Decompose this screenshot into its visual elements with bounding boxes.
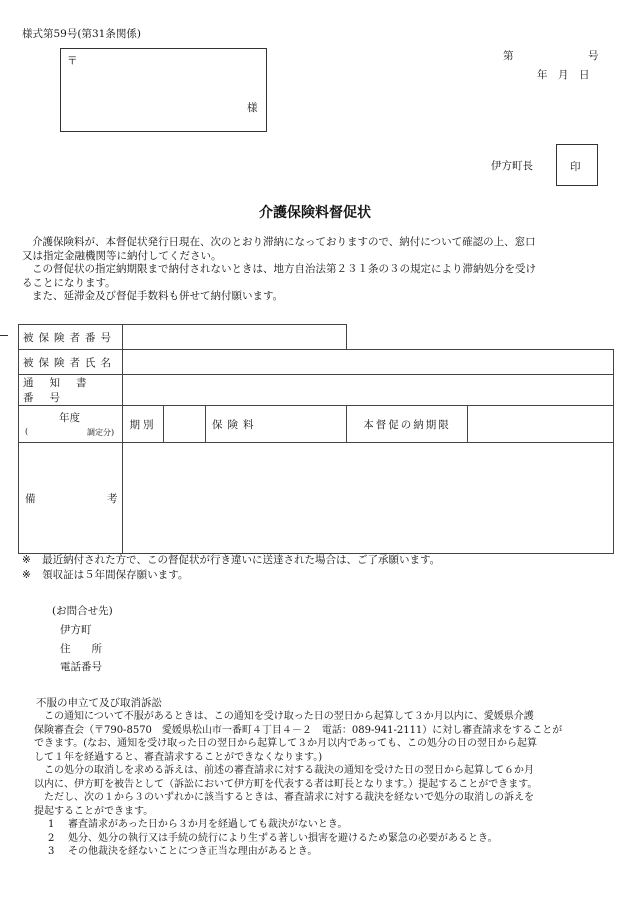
appeal-paragraph <box>34 710 604 818</box>
intro-line: また、延滞金及び督促手数料も併せて納付願います。 <box>32 290 284 302</box>
appeal-item <box>48 818 498 832</box>
item-number: 3 <box>48 846 55 857</box>
adjust-label: 調定分) <box>87 428 115 437</box>
insured-name-value <box>123 350 614 375</box>
appeal-item <box>48 845 498 859</box>
adjust-open: ( <box>25 427 29 436</box>
appeal-items <box>48 818 498 859</box>
period-label: 期別 <box>123 406 164 443</box>
note-1 <box>22 552 440 567</box>
insured-number-value <box>123 325 347 350</box>
doc-number-prefix: 第 <box>503 50 514 62</box>
appeal-line: この処分の取消しを求める訴えは、前述の審査請求に対する裁決の通知を受けた日の翌日から起算して６か月 <box>44 765 534 776</box>
remarks-label-1: 備 <box>25 493 36 505</box>
remarks-value <box>123 443 614 554</box>
blank-cell <box>347 325 614 350</box>
period-value <box>164 406 206 443</box>
note-mark: ※ <box>22 569 31 581</box>
remarks-label-cell <box>19 443 123 554</box>
due-date-value <box>468 406 614 443</box>
intro-line: 介護保険料が、本督促状発行日現在、次のとおり滞納になっておりますので、納付について確認の上、窓口 <box>32 236 536 248</box>
intro-paragraph <box>22 236 602 304</box>
item-text: 審査請求があった日から３か月を経過しても裁決がないとき。 <box>68 819 348 830</box>
issue-date: 年 月 日 <box>537 69 590 81</box>
doc-number-suffix: 号 <box>588 50 599 62</box>
insured-name-label: 被保険者氏名 <box>19 350 123 375</box>
note-mark: ※ <box>22 554 31 566</box>
intro-line: 又は指定金融機関等に納付してください。 <box>22 249 222 262</box>
postal-mark: 〒 <box>67 55 78 67</box>
appeal-line: できます。(なお、通知を受け取った日の翌日から起算して３か月以内であっても、この処分の日の翌日から起算 <box>34 738 538 749</box>
item-text: その他裁決を経ないことにつき正当な理由があるとき。 <box>68 846 318 857</box>
addressee-honorific: 様 <box>247 102 258 114</box>
form-number: 様式第59号(第31条関係) <box>22 28 141 40</box>
contact-heading: (お問合せ先) <box>52 605 113 617</box>
appeal-line: 以内に、伊方町を被告として（訴訟において伊方町を代表する者は町長となります。）提起することができます。 <box>34 778 538 790</box>
seal-box <box>556 144 598 186</box>
appeal-line: して１年を経過すると、審査請求することができなくなります。) <box>34 751 323 763</box>
appeal-line: 保険審査会（〒790-8570 愛媛県松山市一番町４丁目４－２ 電話：089-941-2111）に対し審査請求をすることが <box>34 724 563 736</box>
seal-mark: 印 <box>570 161 581 173</box>
fiscal-year-cell <box>19 406 123 443</box>
item-text: 処分、処分の執行又は手続の続行により生ずる著しい損害を避けるため緊急の必要があるとき。 <box>68 832 498 844</box>
appeal-line: ただし、次の１から３のいずれかに該当するときは、審査請求に対する裁決を経ないで処分の取消しの訴えを <box>44 792 534 803</box>
document-title: 介護保険料督促状 <box>259 205 371 221</box>
issuer-title: 伊方町長 <box>491 160 533 172</box>
item-number: 1 <box>48 819 55 830</box>
intro-line: ることになります。 <box>22 276 116 289</box>
notice-number-label: 通知書番号 <box>19 375 123 406</box>
address-box <box>60 48 267 132</box>
remarks-label-2: 考 <box>107 493 118 505</box>
note-text: 領収証は５年間保存願います。 <box>42 569 189 581</box>
note-text: 最近納付された方で、この督促状が行き違いに送達された場合は、ご了承願います。 <box>42 554 441 566</box>
intro-line: この督促状の指定納期限まで納付されないときは、地方自治法第２３１条の３の規定により滞納処分を受け <box>32 263 536 275</box>
contact-phone-label: 電話番号 <box>60 661 102 673</box>
appeal-heading: 不服の申立て及び取消訴訟 <box>36 697 162 709</box>
due-date-label: 本督促の納期限 <box>347 406 468 443</box>
note-2 <box>22 567 188 582</box>
fiscal-year-label: 年度 <box>59 412 80 424</box>
appeal-line: 提起することができます。 <box>34 805 154 817</box>
item-number: 2 <box>48 832 55 844</box>
appeal-item <box>48 832 498 846</box>
appeal-line: この通知について不服があるときは、この通知を受け取った日の翌日から起算して３か月以内に、愛媛県介護 <box>44 711 534 722</box>
premium-label: 保険料 <box>206 406 347 443</box>
contact-address-label: 住 所 <box>60 643 102 655</box>
contact-org: 伊方町 <box>60 624 92 636</box>
insured-number-label: 被保険者番号 <box>19 325 123 350</box>
notice-number-value <box>123 375 614 406</box>
margin-tick <box>0 335 8 336</box>
premium-table <box>18 324 614 554</box>
